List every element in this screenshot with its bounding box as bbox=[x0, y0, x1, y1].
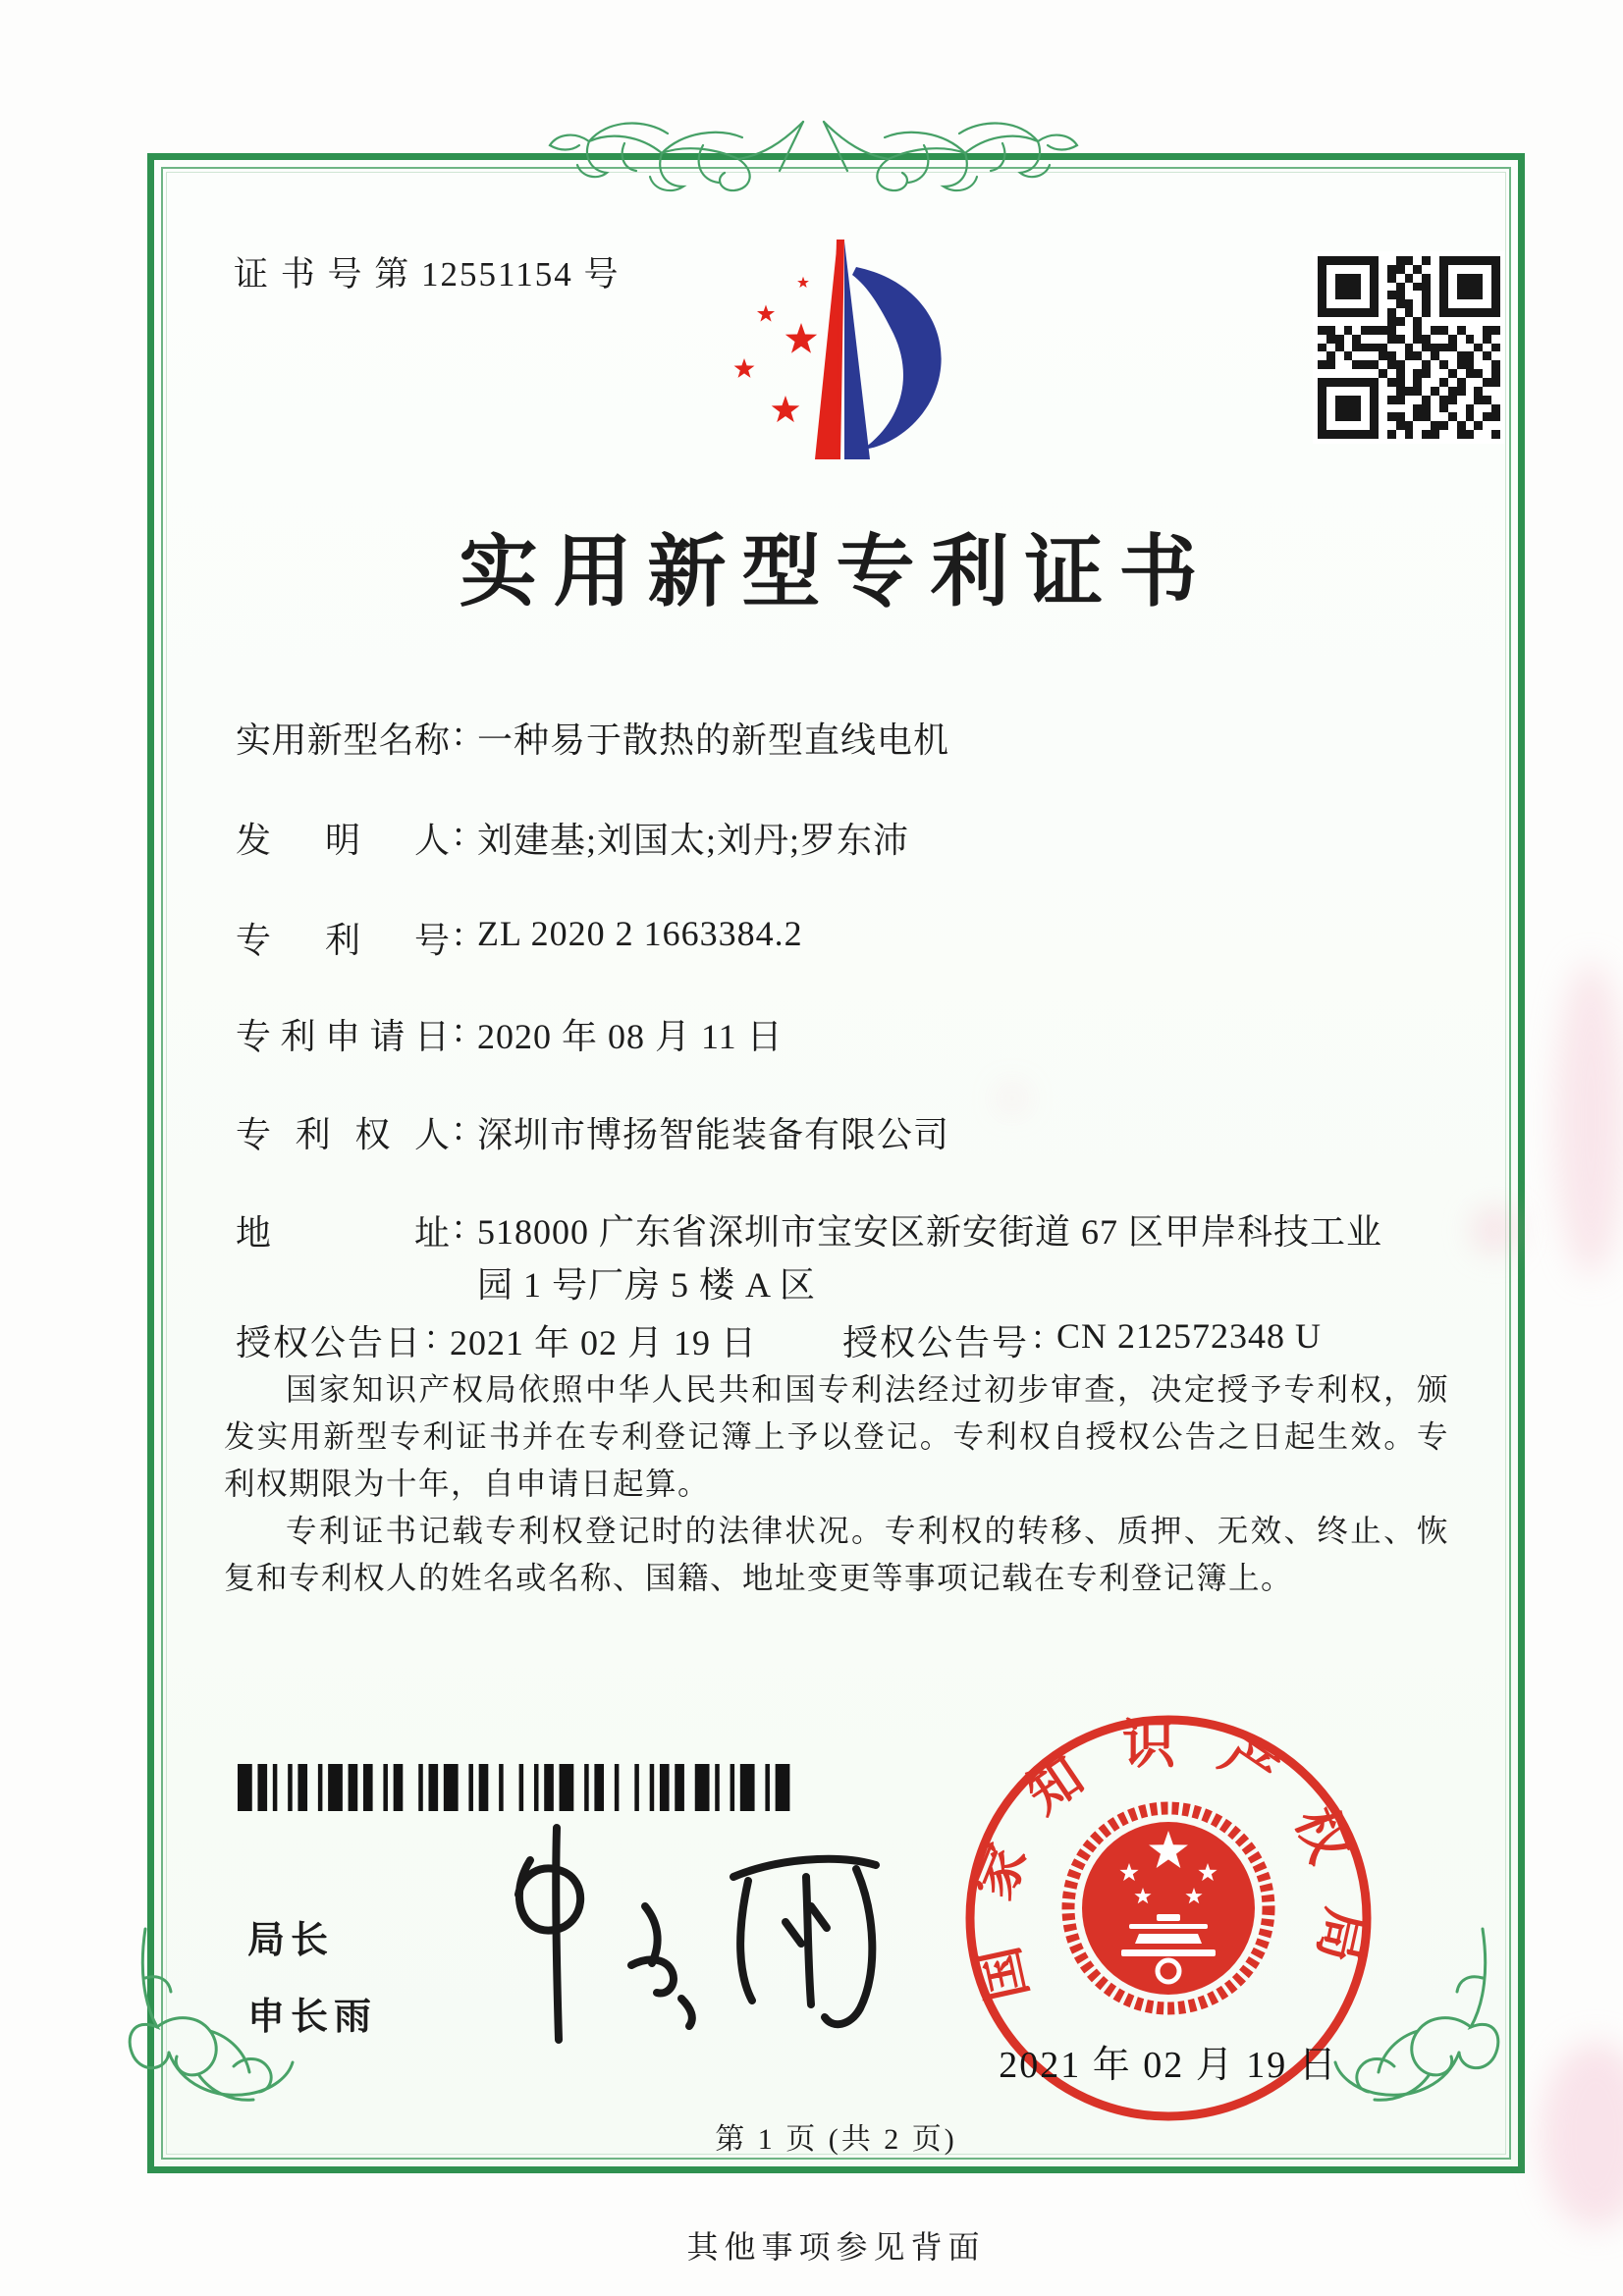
field-value: 518000 广东省深圳市宝安区新安街道 67 区甲岸科技工业园 1 号厂房 5 楼 A 区 bbox=[477, 1212, 1383, 1305]
colon: : bbox=[426, 1316, 437, 1356]
field-label: 实用新型名称 bbox=[236, 721, 450, 760]
field-label: 专利号 bbox=[236, 921, 450, 960]
colon: : bbox=[454, 814, 464, 853]
field-label: 授权公告日 bbox=[236, 1323, 423, 1362]
field-grant-number bbox=[842, 1315, 1322, 1365]
barcode bbox=[238, 1764, 790, 1811]
colon: : bbox=[454, 1108, 464, 1148]
field-value: CN 212572348 U bbox=[1056, 1316, 1323, 1356]
certificate-number: 证 书 号 第 12551154 号 bbox=[234, 255, 621, 294]
logo-stars bbox=[734, 277, 818, 422]
field-patent-number bbox=[236, 913, 803, 963]
certificate-title: 实用新型专利证书 bbox=[459, 530, 1214, 616]
director-block bbox=[247, 1902, 377, 2056]
legal-paragraph-2: 专利证书记载专利权登记时的法律状况。专利权的转移、质押、无效、终止、恢复和专利权人的姓名或名称、国籍、地址变更等事项记载在专利登记簿上。 bbox=[224, 1514, 1449, 1595]
field-inventors bbox=[236, 813, 909, 863]
field-label: 专利权人 bbox=[236, 1115, 450, 1154]
director-signature-icon bbox=[461, 1816, 923, 2059]
field-label: 地址 bbox=[236, 1213, 450, 1253]
field-grant-row bbox=[236, 1315, 1453, 1365]
seal-date: 2021 年 02 月 19 日 bbox=[999, 2045, 1338, 2086]
page-number: 第 1 页 (共 2 页) bbox=[715, 2123, 957, 2156]
colon: : bbox=[454, 1010, 464, 1049]
field-value: 一种易于散热的新型直线电机 bbox=[477, 721, 950, 760]
dragon-ornament-icon bbox=[546, 94, 1081, 202]
legal-paragraph-1: 国家知识产权局依照中华人民共和国专利法经过初步审查，决定授予专利权，颁发实用新型专利证书并在专利登记簿上予以登记。专利权自授权公告之日起生效。专利权期限为十年，自申请日起算。 bbox=[224, 1372, 1449, 1501]
cnipa-logo-icon bbox=[687, 232, 987, 459]
colon: : bbox=[1033, 1316, 1044, 1356]
scan-smudge bbox=[1556, 962, 1623, 1276]
seal-ring-text: 国家知识产权局 bbox=[960, 1715, 1377, 2006]
national-emblem-icon bbox=[1068, 1808, 1269, 2008]
field-value: ZL 2020 2 1663384.2 bbox=[477, 914, 803, 953]
back-side-note: 其他事项参见背面 bbox=[686, 2229, 986, 2265]
colon: : bbox=[454, 1206, 464, 1246]
field-address bbox=[236, 1205, 1398, 1311]
field-value: 2020 年 08 月 11 日 bbox=[477, 1017, 784, 1056]
field-label: 授权公告号 bbox=[842, 1323, 1030, 1362]
field-utility-model-name bbox=[236, 713, 949, 763]
field-label: 专利申请日 bbox=[236, 1017, 450, 1056]
scan-smudge bbox=[1542, 2042, 1623, 2228]
qr-code-modules bbox=[1318, 256, 1500, 439]
colon: : bbox=[454, 714, 464, 753]
director-title: 局长 bbox=[247, 1920, 335, 1961]
field-value: 刘建基;刘国太;刘丹;罗东沛 bbox=[477, 821, 910, 860]
field-patentee bbox=[236, 1107, 949, 1157]
colon: : bbox=[454, 914, 464, 953]
field-filing-date bbox=[236, 1009, 784, 1059]
field-label: 发明人 bbox=[236, 821, 450, 860]
legal-text bbox=[224, 1366, 1449, 1602]
field-value: 2021 年 02 月 19 日 bbox=[450, 1323, 758, 1362]
qr-code bbox=[1313, 251, 1505, 444]
field-value: 深圳市博扬智能装备有限公司 bbox=[477, 1115, 950, 1154]
director-name: 申长雨 bbox=[247, 1997, 378, 2038]
